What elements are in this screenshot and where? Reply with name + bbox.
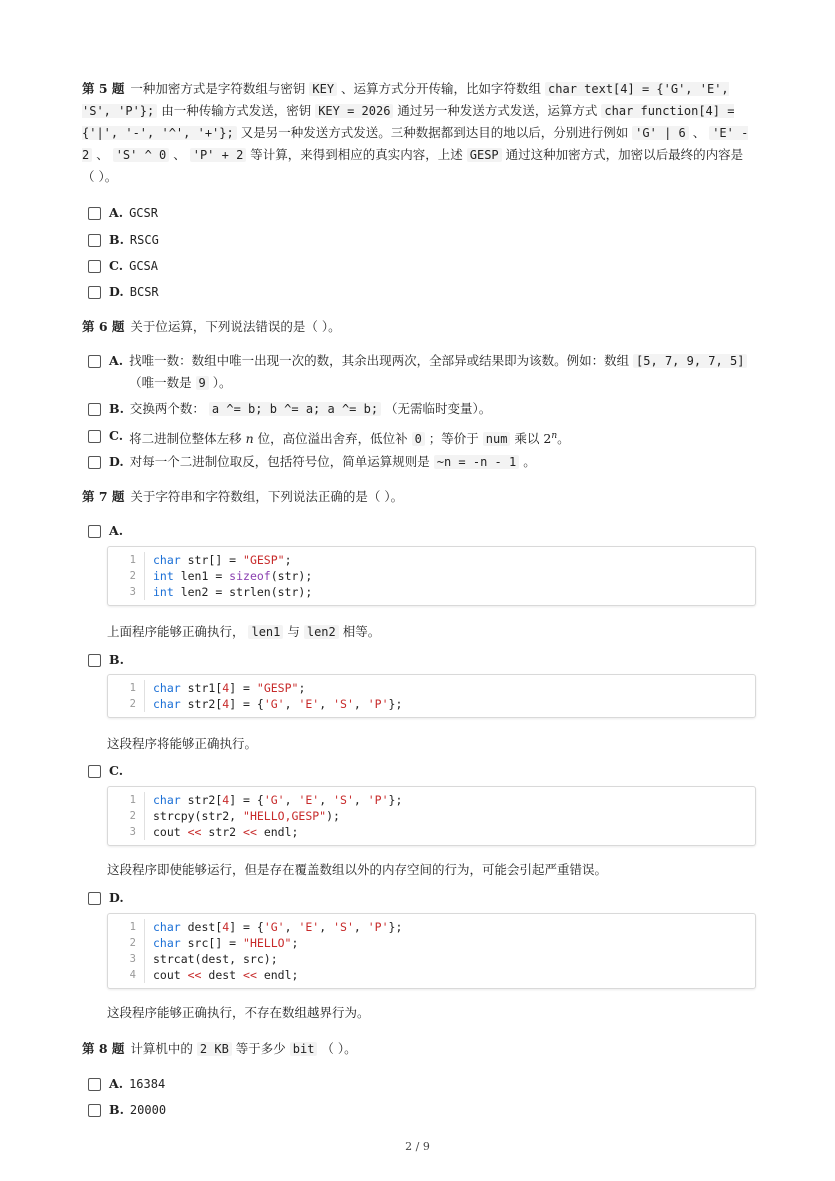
option-note: 这段程序将能够正确执行。 [107,736,258,751]
code-line [108,935,755,951]
checkbox[interactable] [88,430,101,443]
question-8 [82,1038,754,1060]
question-text: 关于位运算，下列说法错误的是（ ）。 [130,319,341,334]
code-block-b [107,674,756,718]
line-number: 2 [108,808,145,824]
line-number: 3 [108,824,145,840]
q7-option-b[interactable]: B. [88,649,754,671]
code-line [108,967,755,983]
code-line [108,584,755,600]
line-number: 2 [108,696,145,712]
code-line [108,696,755,712]
q5-option-d[interactable]: D. BCSR [88,281,754,303]
code-text: cout << dest << endl; [153,968,299,982]
q8-option-b[interactable]: B. 20000 [88,1099,754,1121]
question-text: 计算机中的 2 KB 等于多少 bit （ ）。 [130,1041,357,1056]
q6-option-c[interactable]: C. 将二进制位整体左移 n 位，高位溢出舍弃，低位补 0 ；等价于 num 乘以 2$^n$。 [88,425,754,450]
code-line [108,552,755,568]
code-text: char src[] = "HELLO"; [153,936,299,950]
line-number: 4 [108,967,145,983]
code-text: int len1 = sizeof(str); [153,569,313,583]
code-line [108,919,755,935]
page-number: 2 / 9 [405,1140,430,1153]
line-number: 1 [108,919,145,935]
question-number: 第 8 题 [82,1041,125,1056]
checkbox[interactable] [88,1078,101,1091]
code-text: char str2[4] = {'G', 'E', 'S', 'P'}; [153,697,403,711]
line-number: 2 [108,935,145,951]
code-text: char str1[4] = "GESP"; [153,681,306,695]
line-number: 2 [108,568,145,584]
option-note: 这段程序能够正确执行，不存在数组越界行为。 [107,1005,370,1020]
q6-option-d[interactable]: D. 对每一个二进制位取反，包括符号位，简单运算规则是 ~n = -n - 1 。 [88,451,754,473]
q5-option-a[interactable]: A. GCSR [88,202,754,224]
checkbox[interactable] [88,207,101,220]
question-7 [82,486,754,508]
q5-option-c[interactable]: C. GCSA [88,255,754,277]
line-number: 3 [108,584,145,600]
q6-option-b[interactable]: B. 交换两个数： a ^= b; b ^= a; a ^= b; （无需临时变量）。 [88,398,754,420]
checkbox[interactable] [88,892,101,905]
code-block-d [107,913,756,989]
question-number: 第 7 题 [82,489,125,504]
code-text: char str2[4] = {'G', 'E', 'S', 'P'}; [153,793,403,807]
question-6 [82,316,754,338]
question-number: 第 5 题 [82,81,125,96]
code-text: char str[] = "GESP"; [153,553,292,567]
checkbox[interactable] [88,355,101,368]
checkbox[interactable] [88,403,101,416]
code-text: cout << str2 << endl; [153,825,299,839]
checkbox[interactable] [88,654,101,667]
line-number: 3 [108,951,145,967]
checkbox[interactable] [88,456,101,469]
q6-option-a[interactable]: A. 找唯一数：数组中唯一出现一次的数，其余出现两次，全部异或结果即为该数。例如：数组 [5, 7, 9, 7, 5] （唯一数是 9 ）。 [88,350,754,394]
checkbox[interactable] [88,765,101,778]
checkbox[interactable] [88,260,101,273]
q8-option-a[interactable]: A. 16384 [88,1073,754,1095]
question-5 [82,78,754,188]
code-line [108,792,755,808]
q7-option-d[interactable]: D. [88,887,754,909]
code-text: strcat(dest, src); [153,952,278,966]
code-line [108,951,755,967]
code-text: int len2 = strlen(str); [153,585,313,599]
code-line [108,568,755,584]
line-number: 1 [108,552,145,568]
code-line [108,808,755,824]
code-text: strcpy(str2, "HELLO,GESP"); [153,809,340,823]
code-block-c [107,786,756,846]
line-number: 1 [108,792,145,808]
question-number: 第 6 题 [82,319,125,334]
code-block-a [107,546,756,606]
checkbox[interactable] [88,1104,101,1117]
checkbox[interactable] [88,234,101,247]
question-text: 一种加密方式是字符数组与密钥 KEY 、运算方式分开传输，比如字符数组 char text[4] = {'G', 'E', 'S', 'P'}; 由一种传输方式发送，密钥 KEY = 2026 通过另一种发送方式发送，运算方式 char function[4] = {'|', '-', '^', '+'}; 又是另一种发送方式发送。三种数据都到达目的地以后，分别进行例如 'G' | 6 、 'E' - 2 、 'S' ^ 0 、 'P' + 2 等计算，来得到相应的真实内容，上述 GESP 通过这种加密方式，加密以后最终的内容是（ ）。 [82,81,749,184]
line-number: 1 [108,680,145,696]
option-note: 这段程序即使能够运行，但是存在覆盖数组以外的内存空间的行为，可能会引起严重错误。 [107,862,608,877]
question-text: 关于字符串和字符数组，下列说法正确的是（ ）。 [130,489,404,504]
code-line [108,824,755,840]
q5-option-b[interactable]: B. RSCG [88,229,754,251]
q7-option-a[interactable]: A. [88,520,754,542]
q7-option-c[interactable]: C. [88,760,754,782]
option-note: 上面程序能够正确执行， len1 与 len2 相等。 [107,624,381,639]
checkbox[interactable] [88,286,101,299]
code-text: char dest[4] = {'G', 'E', 'S', 'P'}; [153,920,403,934]
code-line [108,680,755,696]
checkbox[interactable] [88,525,101,538]
